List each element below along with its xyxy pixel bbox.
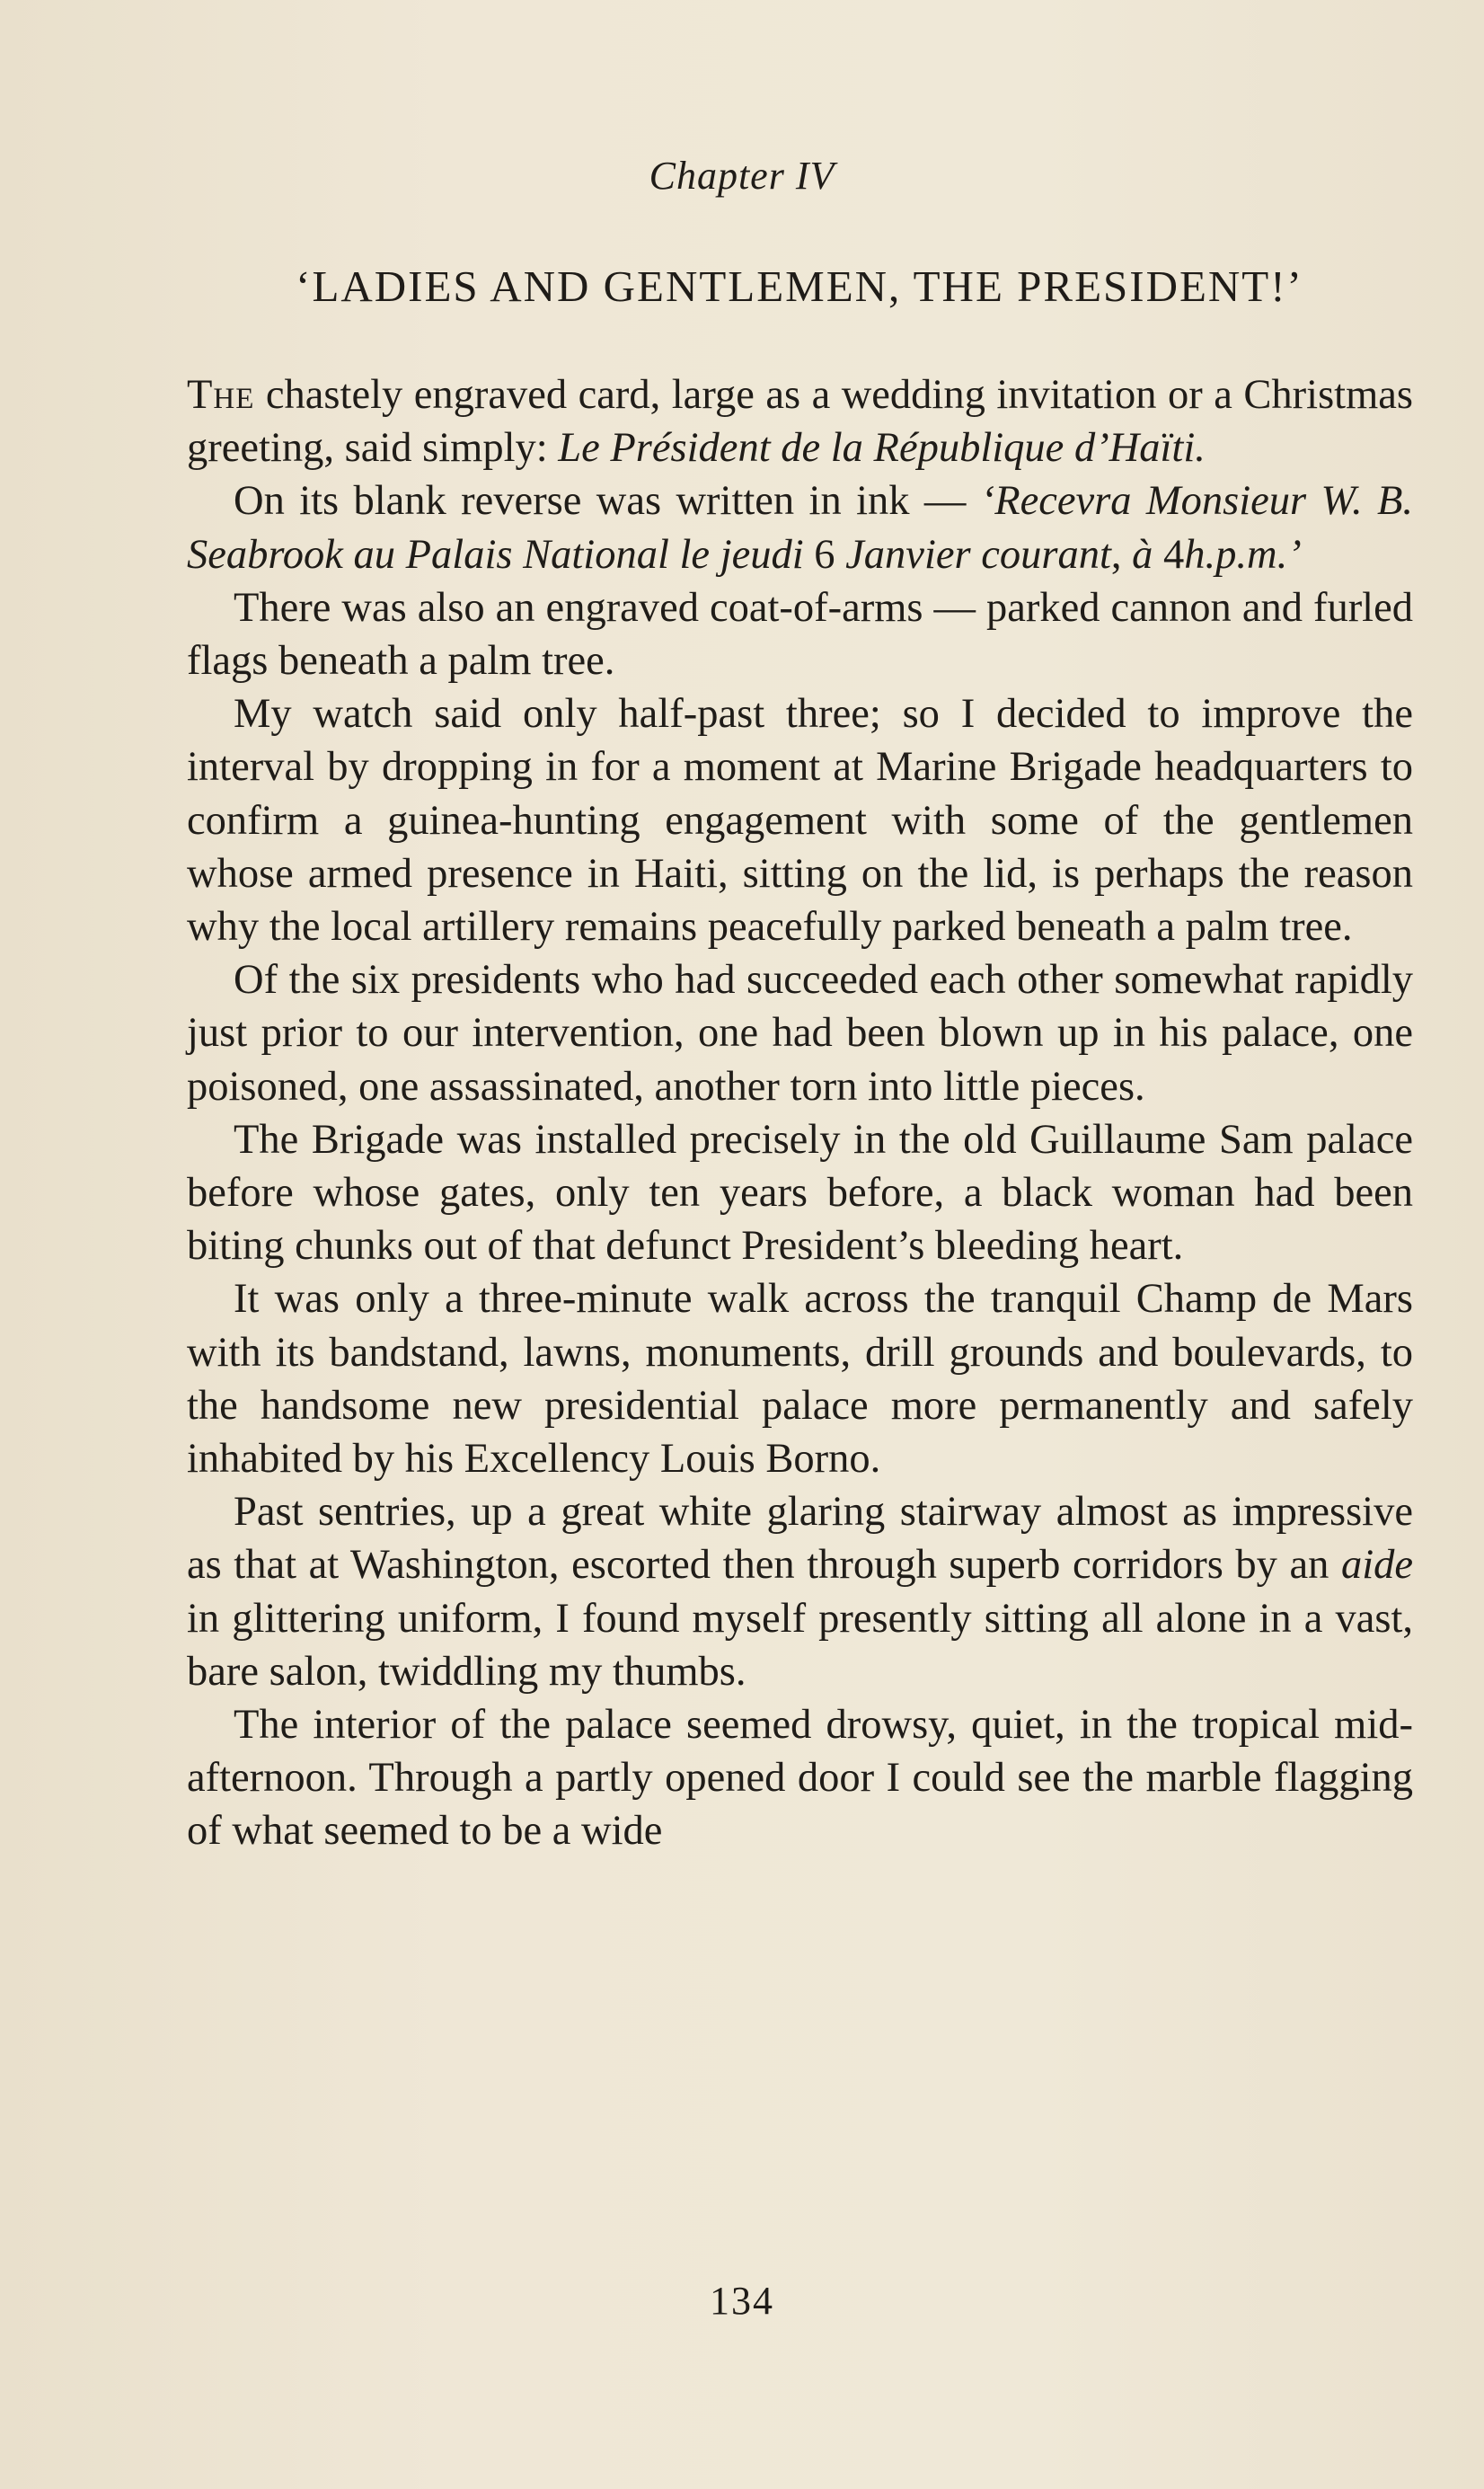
chapter-label: Chapter IV (649, 154, 835, 198)
paragraph-3: There was also an engraved coat-of-arms — parked cannon and furled flags beneath a palm tree. (187, 584, 1413, 685)
paragraph-6: The Brigade was installed precisely in the old Guillaume Sam palace before whose gates, only ten years before, a black woman had been biting chunks out of that defunct President’s bleeding heart. (187, 1116, 1413, 1270)
paragraph-8 (187, 1485, 1413, 1698)
paragraph-2 (187, 474, 1413, 580)
paragraph-7: It was only a three-minute walk across the tranquil Champ de Mars with its bandstand, lawns, monuments, drill grounds and boulevards, to the handsome new presidential palace more permanently and safely inhabited by his Excellency Louis Borno. (187, 1276, 1413, 1483)
paragraph-8-text-b: in glittering uniform, I found myself presently sitting all alone in a vast, bare salon, twiddling my thumbs. (187, 1595, 1413, 1695)
chapter-title: ‘LADIES AND GENTLEMEN, THE PRESIDENT!’ (296, 261, 1303, 311)
paragraph-1-italic: Le Président de la République d’Haïti. (558, 425, 1206, 472)
paragraph-2-italic-c: à (1132, 531, 1153, 578)
paragraph-2-text-d: 4 (1153, 531, 1185, 578)
opening-word: The (187, 372, 255, 418)
page-number: 134 (710, 2279, 774, 2323)
paragraph-2-italic-d: h.p.m.’ (1184, 531, 1302, 578)
paragraph-9: The interior of the palace seemed drowsy, quiet, in the tropical mid-afternoon. Through a partly opened door I could see the marble flagging of what seemed to be a wide (187, 1702, 1413, 1855)
paragraph-5: Of the six presidents who had succeeded each other somewhat rapidly just prior to our intervention, one had been blown up in his palace, one poisoned, one assassinated, another torn into little pieces. (187, 957, 1413, 1110)
paragraph-8-text-a: Past sentries, up a great white glaring stairway almost as impressive as that at Washington, escorted then through superb corridors by an (187, 1489, 1413, 1589)
paragraph-2-italic-a: ‘Recevra Monsieur W. B. Seabrook au Palais National le jeudi (187, 478, 1414, 578)
paragraph-4: My watch said only half-past three; so I decided to improve the interval by dropping in for a moment at Marine Brigade headquarters to confirm a guinea-hunting engagement with some of the gentlemen whose armed presence in Haiti, sitting on the lid, is perhaps the reason why the local artillery remains peacefully parked beneath a palm tree. (187, 691, 1413, 951)
paragraph-2-text-c: , (1110, 531, 1133, 578)
body-text (187, 368, 1413, 1858)
paragraph-8-italic: aide (1340, 1542, 1413, 1589)
paragraph-1-text: chastely engraved card, large as a wedding invitation or a Christmas greeting, said simply: (187, 372, 1413, 472)
paragraph-1 (187, 368, 1413, 474)
paragraph-2-text-b: 6 (803, 531, 846, 578)
paragraph-2-text-a: On its blank reverse was written in ink — (234, 478, 981, 525)
paragraph-2-italic-b: Janvier courant (845, 531, 1111, 578)
